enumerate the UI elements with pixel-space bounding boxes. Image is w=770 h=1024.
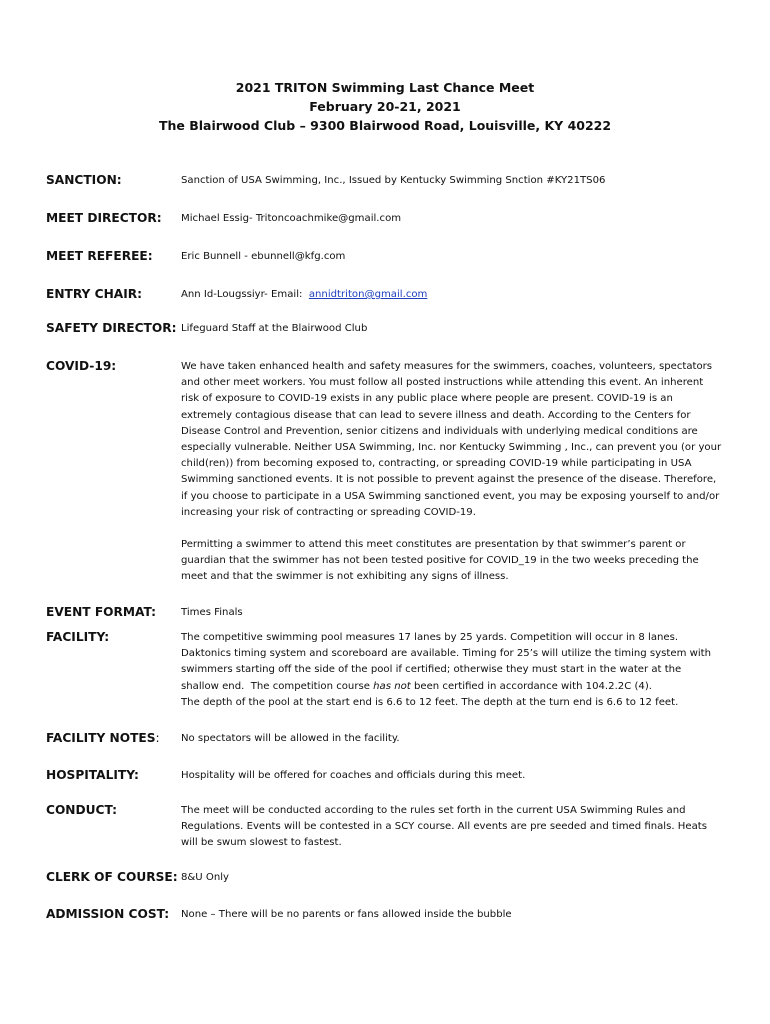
meet-title: 2021 TRITON Swimming Last Chance Meet xyxy=(235,80,535,95)
meet-referee-label: MEET REFEREE: xyxy=(46,249,153,263)
meet-location: The Blairwood Club – 9300 Blairwood Road, Louisville, KY 40222 xyxy=(158,118,612,133)
covid-line: if you choose to participate in a USA Swimming sanctioned event, you may be exposing yourself to and/or xyxy=(181,490,720,502)
admission-cost-label: ADMISSION COST: xyxy=(46,907,170,921)
hospitality-text: Hospitality will be offered for coaches and officials during this meet. xyxy=(181,770,526,781)
sanction-label: SANCTION: xyxy=(46,173,122,187)
facility-line: Daktonics timing system and scoreboard are available. Timing for 25’s will utilize the timing system with xyxy=(181,648,712,660)
conduct-line: will be swum slowest to fastest. xyxy=(181,837,342,849)
covid-line: and other meet workers. You must follow all posted instructions while attending this event. An inherent xyxy=(181,377,704,389)
covid-line: meet and that the swimmer is not exhibiting any signs of illness. xyxy=(181,571,509,583)
sanction-text: Sanction of USA Swimming, Inc., Issued by Kentucky Swimming Snction #KY21TS06 xyxy=(181,175,606,186)
covid-line: Swimming sanctioned events. It is not possible to prevent against the presence of the disease. Therefore, xyxy=(181,474,717,486)
meet-referee-text: Eric Bunnell - ebunnell@kfg.com xyxy=(181,251,346,262)
facility-line xyxy=(181,679,739,695)
meet-director-label: MEET DIRECTOR: xyxy=(46,211,162,225)
covid-paragraph-2 xyxy=(181,537,739,586)
safety-director-label: SAFETY DIRECTOR: xyxy=(46,321,177,335)
meet-director-text: Michael Essig- Tritoncoachmike@gmail.com xyxy=(181,213,402,224)
facility-text xyxy=(181,630,739,711)
covid-line: Disease Control and Prevention, senior citizens and individuals with underlying medical conditions are xyxy=(181,425,698,437)
meet-header xyxy=(0,78,770,135)
facility-line: swimmers starting off the side of the pool if certified; otherwise they must start in the water at the xyxy=(181,664,682,676)
covid-line: Permitting a swimmer to attend this meet constitutes are presentation by that swimmer’s parent or xyxy=(181,539,686,551)
facility-notes-label-text: FACILITY NOTES xyxy=(46,731,156,745)
covid-text xyxy=(181,359,739,586)
covid-line: extremely contagious disease that can lead to severe illness and death. According to the Centers for xyxy=(181,409,691,421)
covid-line: child(ren)) from becoming exposed to, contracting, or spreading COVID-19 while participating in USA xyxy=(181,458,692,470)
event-format-label: EVENT FORMAT: xyxy=(46,605,157,619)
event-format-text: Times Finals xyxy=(181,607,243,618)
hospitality-label: HOSPITALITY: xyxy=(46,768,139,782)
covid-line: especially vulnerable. Neither USA Swimming, Inc. nor Kentucky Swimming , Inc., can prevent you (or your xyxy=(181,442,722,454)
covid-line: We have taken enhanced health and safety measures for the swimmers, coaches, volunteers, spectators xyxy=(181,361,713,372)
conduct-line: The meet will be conducted according to the rules set forth in the current USA Swimming Rules and xyxy=(181,805,686,816)
conduct-text xyxy=(181,803,739,852)
facility-notes-label-colon: : xyxy=(155,731,160,745)
conduct-label: CONDUCT: xyxy=(46,803,117,817)
entry-chair-prefix: Ann Id-Lougssiyr- Email: xyxy=(181,289,309,300)
facility-line-part: shallow end. The competition course xyxy=(181,680,374,692)
clerk-of-course-text: 8&U Only xyxy=(181,872,230,883)
covid-line: guardian that the swimmer has not been tested positive for COVID_19 in the two weeks preceding the xyxy=(181,555,699,567)
entry-chair-email-link[interactable]: annidtriton@gmail.com xyxy=(308,289,428,300)
facility-emphasis: has not xyxy=(373,680,411,692)
facility-label: FACILITY: xyxy=(46,630,110,644)
meet-dates: February 20-21, 2021 xyxy=(309,99,461,114)
covid-label: COVID-19: xyxy=(46,359,117,373)
admission-cost-text: None – There will be no parents or fans allowed inside the bubble xyxy=(181,909,512,920)
covid-paragraph-1 xyxy=(181,359,739,521)
safety-director-text: Lifeguard Staff at the Blairwood Club xyxy=(181,323,368,334)
facility-line: The competitive swimming pool measures 17 lanes by 25 yards. Competition will occur in 8 lanes. xyxy=(181,632,679,643)
entry-chair-text xyxy=(181,287,739,303)
covid-line: risk of exposure to COVID-19 exists in any public place where people are present. COVID-19 is an xyxy=(181,393,673,405)
clerk-of-course-label: CLERK OF COURSE: xyxy=(46,870,178,884)
facility-notes-text: No spectators will be allowed in the facility. xyxy=(181,733,400,744)
covid-line: increasing your risk of contracting or spreading COVID-19. xyxy=(181,506,476,518)
facility-line-part: been certified in accordance with 104.2.2C (4). xyxy=(410,680,652,692)
facility-line: The depth of the pool at the start end is 6.6 to 12 feet. The depth at the turn end is 6.6 to 12 feet. xyxy=(181,696,679,708)
conduct-line: Regulations. Events will be contested in a SCY course. All events are pre seeded and timed finals. Heats xyxy=(181,821,707,833)
entry-chair-label: ENTRY CHAIR: xyxy=(46,287,142,301)
facility-notes-label xyxy=(46,730,180,746)
